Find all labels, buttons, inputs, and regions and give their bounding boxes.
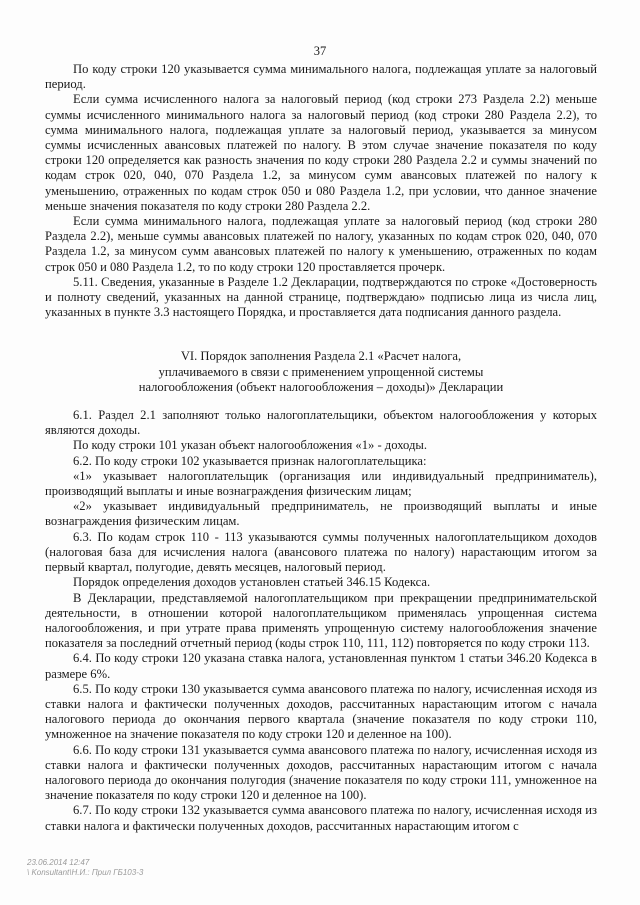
paragraph: По коду строки 120 указывается сумма минимального налога, подлежащая уплате за налоговый период. <box>45 62 597 92</box>
paragraph: Если сумма исчисленного налога за налоговый период (код строки 273 Раздела 2.2) меньше суммы исчисленного минимального налога за налоговый период (код строки 280 Раздела 2.2), то сумма минимального налога, подлежащая уплате за налоговый период, указывается за минусом суммы исчисленных авансовых платежей по налогу. В этом случае значение показателя по коду строки 120 определяется как разность значения по коду строки 280 Раздела 2.2 и суммы значений по кодам строк 020, 040, 070 Раздела 1.2, за минусом сумм авансовых платежей по налогу к уменьшению, отраженных по кодам строк 050 и 080 Раздела 1.2, при условии, что данное значение меньше значения показателя по коду строки 280 Раздела 2.2. <box>45 92 597 213</box>
paragraph: «2» указывает индивидуальный предприниматель, не производящий выплаты и иные вознаграждения физическим лицам. <box>45 499 597 529</box>
paragraph: 6.5. По коду строки 130 указывается сумма авансового платежа по налогу, исчисленная исходя из ставки налога и фактически полученных доходов, рассчитанных нарастающим итогом с начала налогового периода до окончания первого квартала (значение показателя по коду строки 110, умноженное на значение показателя по коду строки 120 и деленное на 100). <box>45 681 597 742</box>
paragraph: «1» указывает налогоплательщик (организация или индивидуальный предприниматель), производящий выплаты и иные вознаграждения физическим лицам; <box>45 468 597 499</box>
section-heading-line: уплачиваемого в связи с применением упрощенной системы <box>158 364 484 379</box>
paragraph: Порядок определения доходов установлен статьей 346.15 Кодекса. <box>73 575 431 590</box>
paragraph: 6.3. По кодам строк 110 - 113 указываются суммы полученных налогоплательщиком доходов (налоговая база для исчисления налога (авансового платежа по налогу) нарастающим итогом за первый квартал, полугодие, девять месяцев, налоговый период. <box>45 529 597 575</box>
document-body <box>45 62 597 834</box>
section-heading-line: налогообложения (объект налогообложения – доходы)» Декларации <box>138 379 504 394</box>
section-heading-line: VI. Порядок заполнения Раздела 2.1 «Расчет налога, <box>180 349 462 364</box>
paragraph: В Декларации, представляемой налогоплательщиком при прекращении предпринимательской деятельности, в отношении которой налогоплательщиком применялась упрощенная система налогообложения, и при утрате права применять упрощенную систему налогообложения значение показателя за последний отчетный период (коды строк 110, 111, 112) повторяется по коду строки 113. <box>45 590 597 651</box>
paragraph: 5.11. Сведения, указанные в Разделе 1.2 Декларации, подтверждаются по строке «Достоверность и полноту сведений, указанных на данной странице, подтверждаю» подписью лица из числа лиц, указанных в пункте 3.3 настоящего Порядка, и проставляется дата подписания данного раздела. <box>45 274 597 320</box>
paragraph: 6.4. По коду строки 120 указана ставка налога, установленная пунктом 1 статьи 346.20 Кодекса в размере 6%. <box>45 651 597 681</box>
document-footer <box>27 858 143 878</box>
paragraph: По коду строки 101 указан объект налогообложения «1» - доходы. <box>73 438 427 453</box>
footer-timestamp: 23.06.2014 12:47 <box>27 858 90 867</box>
footer-file-path: \ Konsultant\Н.И.: Прил ГБ103-3 <box>27 868 144 877</box>
paragraph: 6.7. По коду строки 132 указывается сумма авансового платежа по налогу, исчисленная исходя из ставки налога и фактически полученных доходов, рассчитанных нарастающим итогом с <box>45 803 597 833</box>
section-heading <box>45 349 597 395</box>
paragraph: 6.6. По коду строки 131 указывается сумма авансового платежа по налогу, исчисленная исходя из ставки налога и фактически полученных доходов, рассчитанных нарастающим итогом с начала налогового периода до окончания полугодия (значение показателя по коду строки 111, умноженное на значение показателя по коду строки 120 и деленное на 100). <box>45 742 597 803</box>
paragraph: Если сумма минимального налога, подлежащая уплате за налоговый период (код строки 280 Раздела 2.2), меньше суммы авансовых платежей по налогу, указанных по кодам строк 020, 040, 070 Раздела 1.2, за минусом сумм авансовых платежей по налогу к уменьшению, отраженных по кодам строк 050 и 080 Раздела 1.2, то по коду строки 120 проставляется прочерк. <box>45 214 597 274</box>
page-number: 37 <box>313 44 327 58</box>
paragraph: 6.1. Раздел 2.1 заполняют только налогоплательщики, объектом налогообложения у которых являются доходы. <box>45 408 597 438</box>
paragraph: 6.2. По коду строки 102 указывается признак налогоплательщика: <box>73 453 427 468</box>
